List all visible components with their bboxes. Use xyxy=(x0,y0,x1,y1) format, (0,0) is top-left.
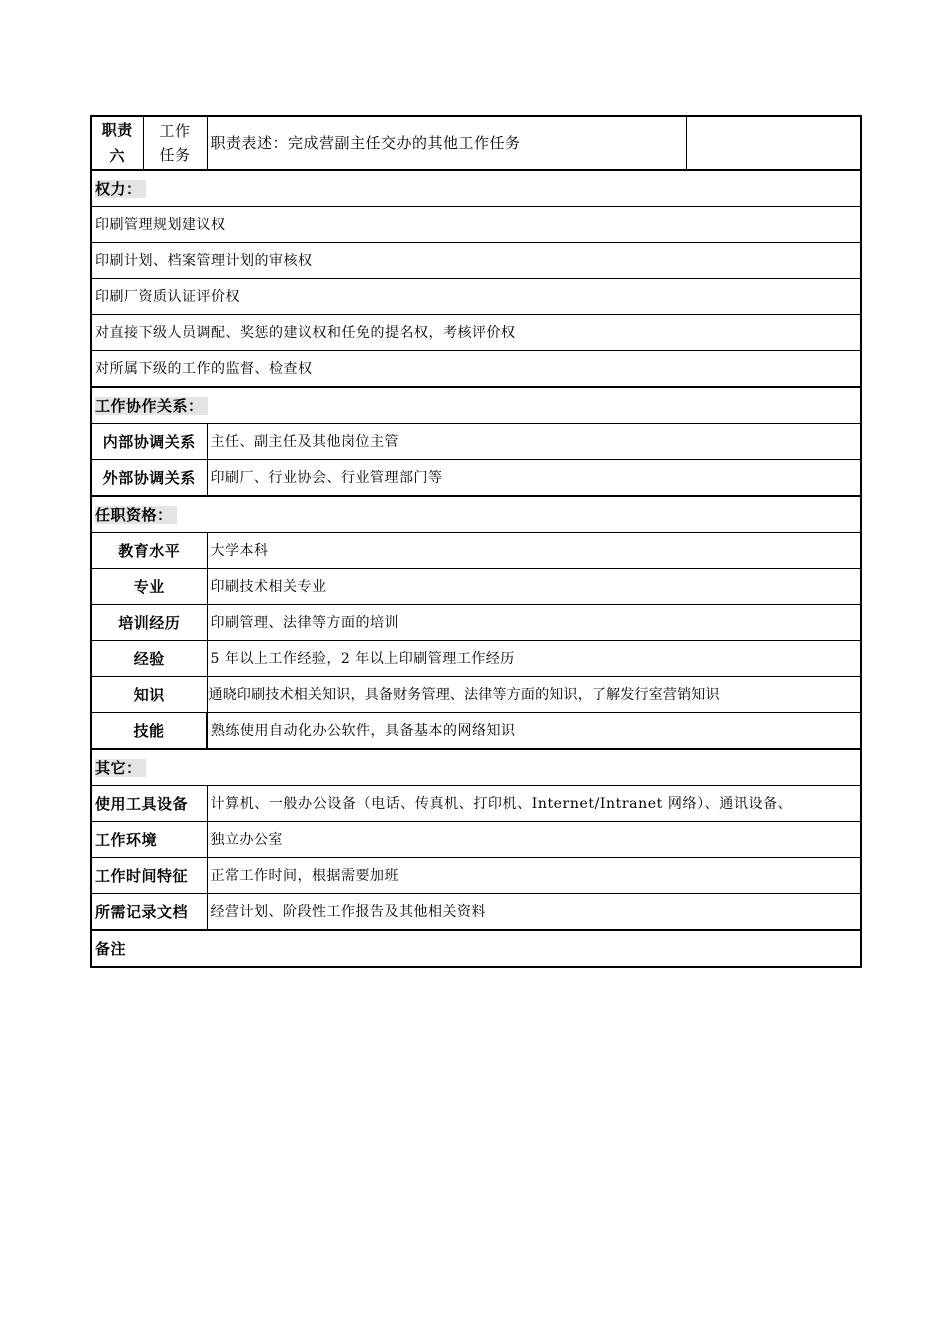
other-label: 所需记录文档 xyxy=(91,894,207,931)
other-row xyxy=(91,858,861,894)
duty-description: 职责表述：完成营副主任交办的其他工作任务 xyxy=(207,116,686,170)
qualification-label: 知识 xyxy=(91,677,207,713)
qualification-label: 教育水平 xyxy=(91,533,207,569)
other-label: 工作时间特征 xyxy=(91,858,207,894)
external-relations-row xyxy=(91,460,861,497)
qualification-label: 专业 xyxy=(91,569,207,605)
other-value: 经营计划、阶段性工作报告及其他相关资料 xyxy=(207,894,861,931)
other-row xyxy=(91,786,861,822)
qualification-row xyxy=(91,533,861,569)
relations-section-header xyxy=(91,387,861,424)
power-row xyxy=(91,243,861,279)
other-value: 正常工作时间，根据需要加班 xyxy=(207,858,861,894)
power-row xyxy=(91,351,861,388)
duty-label: 职责六 xyxy=(91,116,143,170)
qualifications-heading: 任职资格： xyxy=(95,506,177,524)
qualification-label: 技能 xyxy=(91,713,207,750)
qualification-value: 通晓印刷技术相关知识，具备财务管理、法律等方面的知识，了解发行室营销知识 xyxy=(207,677,861,713)
qualification-value: 5 年以上工作经验，2 年以上印刷管理工作经历 xyxy=(207,641,861,677)
qualification-value: 大学本科 xyxy=(207,533,861,569)
other-row xyxy=(91,822,861,858)
other-value: 计算机、一般办公设备（电话、传真机、打印机、Internet/Intranet 网络）、通讯设备、 xyxy=(207,786,861,822)
job-description-document xyxy=(90,115,860,968)
power-item: 印刷管理规划建议权 xyxy=(91,207,861,243)
powers-heading: 权力： xyxy=(95,180,146,198)
other-section-header xyxy=(91,749,861,786)
power-row xyxy=(91,315,861,351)
qualification-row xyxy=(91,677,861,713)
power-item: 印刷厂资质认证评价权 xyxy=(91,279,861,315)
other-label: 工作环境 xyxy=(91,822,207,858)
external-relations-label: 外部协调关系 xyxy=(91,460,207,497)
power-row xyxy=(91,279,861,315)
other-heading: 其它： xyxy=(95,759,146,777)
other-value: 独立办公室 xyxy=(207,822,861,858)
qualification-value: 印刷管理、法律等方面的培训 xyxy=(207,605,861,641)
internal-relations-row xyxy=(91,424,861,460)
qualification-label: 经验 xyxy=(91,641,207,677)
other-row xyxy=(91,894,861,931)
duty-type: 工作任务 xyxy=(143,116,207,170)
qualification-value: 熟练使用自动化办公软件，具备基本的网络知识 xyxy=(207,713,861,750)
qualifications-section-header xyxy=(91,496,861,533)
qualification-row xyxy=(91,569,861,605)
qualification-row xyxy=(91,605,861,641)
qualification-value: 印刷技术相关专业 xyxy=(207,569,861,605)
power-item: 印刷计划、档案管理计划的审核权 xyxy=(91,243,861,279)
internal-relations-value: 主任、副主任及其他岗位主管 xyxy=(207,424,861,460)
duty-extra xyxy=(686,116,861,170)
job-description-table xyxy=(90,115,862,968)
qualification-label: 培训经历 xyxy=(91,605,207,641)
internal-relations-label: 内部协调关系 xyxy=(91,424,207,460)
remarks-label: 备注 xyxy=(91,930,861,967)
powers-section-header xyxy=(91,170,861,207)
external-relations-value: 印刷厂、行业协会、行业管理部门等 xyxy=(207,460,861,497)
remarks-row xyxy=(91,930,861,967)
power-row xyxy=(91,207,861,243)
duty-row xyxy=(91,116,861,170)
power-item: 对直接下级人员调配、奖惩的建议权和任免的提名权，考核评价权 xyxy=(91,315,861,351)
qualification-row xyxy=(91,641,861,677)
power-item: 对所属下级的工作的监督、检查权 xyxy=(91,351,861,388)
other-label: 使用工具设备 xyxy=(91,786,207,822)
relations-heading: 工作协作关系： xyxy=(95,397,208,415)
qualification-row xyxy=(91,713,861,750)
